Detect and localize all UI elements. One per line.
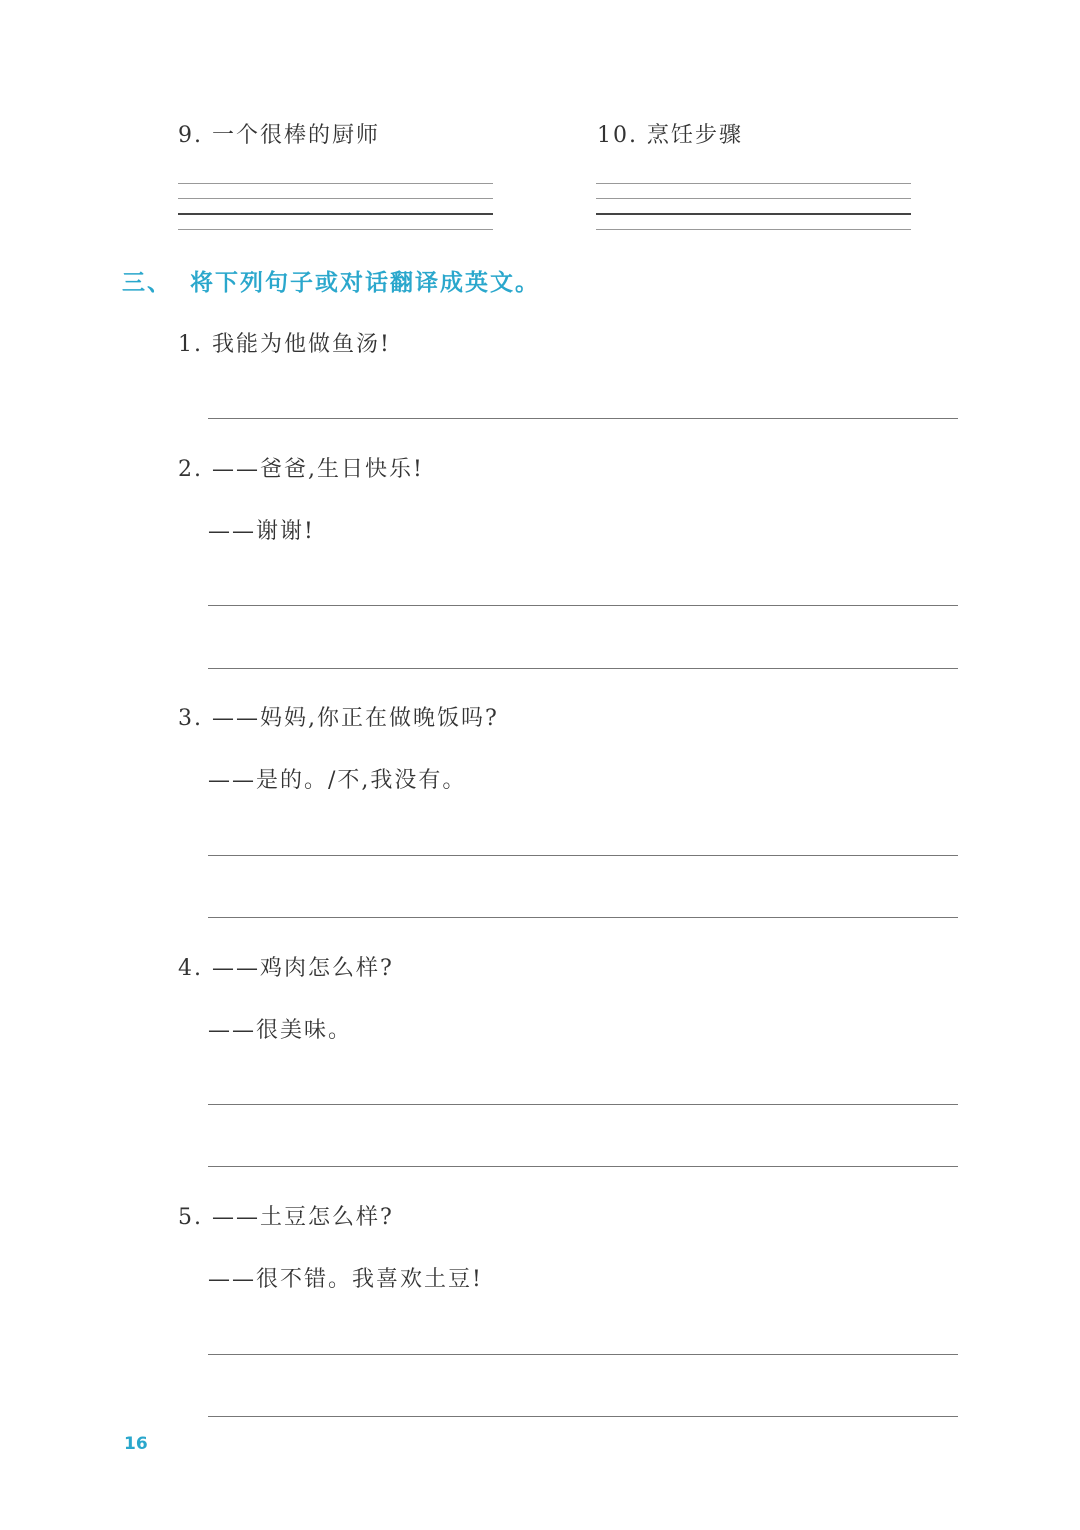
question-text: ——妈妈,你正在做晚饭吗? — [212, 706, 499, 731]
question-number: 3. — [178, 706, 203, 731]
question-3-response: ——是的。/不,我没有。 — [208, 768, 467, 793]
vocab-item-9 — [178, 118, 380, 149]
answer-line[interactable] — [208, 1416, 958, 1417]
section-heading — [122, 264, 540, 297]
answer-line[interactable] — [208, 605, 958, 606]
question-5 — [178, 1200, 394, 1231]
answer-line[interactable] — [208, 668, 958, 669]
answer-line[interactable] — [208, 1354, 958, 1355]
section-title: 将下列句子或对话翻译成英文。 — [190, 270, 541, 296]
answer-line[interactable] — [208, 418, 958, 419]
page-number: 16 — [124, 1434, 148, 1454]
question-number: 5. — [178, 1205, 203, 1230]
question-text: ——土豆怎么样? — [212, 1205, 394, 1230]
question-5-response: ——很不错。我喜欢土豆! — [208, 1267, 483, 1292]
answer-line[interactable] — [208, 1166, 958, 1167]
question-2 — [178, 452, 424, 483]
question-text: ——爸爸,生日快乐! — [212, 457, 424, 482]
question-text: 我能为他做鱼汤! — [212, 332, 391, 357]
section-number: 三、 — [122, 270, 172, 296]
question-number: 1. — [178, 332, 203, 357]
question-number: 2. — [178, 457, 203, 482]
question-4 — [178, 951, 394, 982]
vocab-text: 一个很棒的厨师 — [212, 123, 381, 148]
vocab-number: 10. — [597, 123, 638, 148]
answer-line[interactable] — [208, 1104, 958, 1105]
question-1 — [178, 327, 391, 358]
question-2-response: ——谢谢! — [208, 519, 315, 544]
question-4-response: ——很美味。 — [208, 1018, 353, 1043]
question-text: ——鸡肉怎么样? — [212, 956, 394, 981]
answer-line[interactable] — [208, 855, 958, 856]
vocab-item-10 — [597, 118, 743, 149]
vocab-number: 9. — [178, 123, 203, 148]
question-3 — [178, 701, 499, 732]
question-number: 4. — [178, 956, 203, 981]
vocab-text: 烹饪步骤 — [647, 123, 744, 148]
answer-line[interactable] — [208, 917, 958, 918]
